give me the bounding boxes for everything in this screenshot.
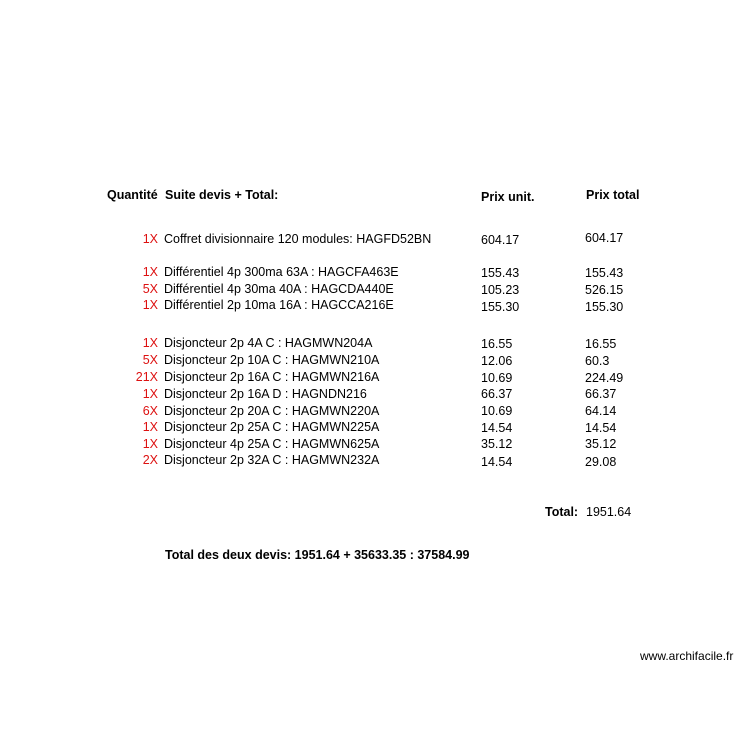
row-total-price: 526.15 (585, 283, 624, 297)
row-description: Disjoncteur 2p 16A D : HAGNDN216 (164, 387, 367, 401)
row-unit-price: 155.43 (481, 266, 520, 280)
row-description: Différentiel 4p 300ma 63A : HAGCFA463E (164, 265, 399, 279)
row-description: Différentiel 2p 10ma 16A : HAGCCA216E (164, 298, 394, 312)
row-total-price: 14.54 (585, 421, 617, 435)
row-total-price: 60.3 (585, 354, 610, 368)
row-description: Disjoncteur 2p 25A C : HAGMWN225A (164, 420, 380, 434)
row-unit-price: 10.69 (481, 404, 513, 418)
row-description: Disjoncteur 2p 4A C : HAGMWN204A (164, 336, 373, 350)
row-description: Disjoncteur 2p 32A C : HAGMWN232A (164, 453, 380, 467)
row-quantity: 2X (142, 453, 158, 467)
row-quantity: 1X (142, 437, 158, 451)
grand-total-line: Total des deux devis: 1951.64 + 35633.35 : 37584.99 (165, 548, 470, 562)
row-description: Disjoncteur 2p 20A C : HAGMWN220A (164, 404, 380, 418)
row-description: Disjoncteur 2p 10A C : HAGMWN210A (164, 353, 380, 367)
header-prix-unit: Prix unit. (481, 190, 535, 204)
row-unit-price: 35.12 (481, 437, 513, 451)
header-prix-total: Prix total (586, 188, 640, 202)
header-suite-devis: Suite devis + Total: (165, 188, 279, 202)
row-quantity: 21X (135, 370, 158, 384)
header-quantite: Quantité (107, 188, 158, 202)
row-total-price: 16.55 (585, 337, 617, 351)
row-quantity: 1X (142, 336, 158, 350)
row-description: Coffret divisionnaire 120 modules: HAGFD52BN (164, 232, 432, 246)
row-quantity: 1X (142, 298, 158, 312)
row-description: Différentiel 4p 30ma 40A : HAGCDA440E (164, 282, 394, 296)
row-total-price: 35.12 (585, 437, 617, 451)
row-unit-price: 105.23 (481, 283, 520, 297)
row-unit-price: 66.37 (481, 387, 513, 401)
row-unit-price: 14.54 (481, 455, 513, 469)
row-quantity: 1X (142, 420, 158, 434)
row-description: Disjoncteur 4p 25A C : HAGMWN625A (164, 437, 380, 451)
row-total-price: 155.43 (585, 266, 624, 280)
row-unit-price: 16.55 (481, 337, 513, 351)
row-total-price: 604.17 (585, 231, 624, 245)
row-quantity: 5X (142, 282, 158, 296)
row-unit-price: 14.54 (481, 421, 513, 435)
row-total-price: 64.14 (585, 404, 617, 418)
row-unit-price: 10.69 (481, 371, 513, 385)
total-value: 1951.64 (586, 505, 632, 519)
row-quantity: 1X (142, 387, 158, 401)
row-total-price: 66.37 (585, 387, 617, 401)
row-quantity: 5X (142, 353, 158, 367)
row-quantity: 1X (142, 265, 158, 279)
row-total-price: 29.08 (585, 455, 617, 469)
row-total-price: 224.49 (585, 371, 624, 385)
row-unit-price: 12.06 (481, 354, 513, 368)
row-unit-price: 155.30 (481, 300, 520, 314)
row-quantity: 1X (142, 232, 158, 246)
row-total-price: 155.30 (585, 300, 624, 314)
watermark: www.archifacile.fr (640, 649, 734, 663)
row-unit-price: 604.17 (481, 233, 520, 247)
row-quantity: 6X (142, 404, 158, 418)
total-label: Total: (545, 505, 579, 519)
row-description: Disjoncteur 2p 16A C : HAGMWN216A (164, 370, 380, 384)
